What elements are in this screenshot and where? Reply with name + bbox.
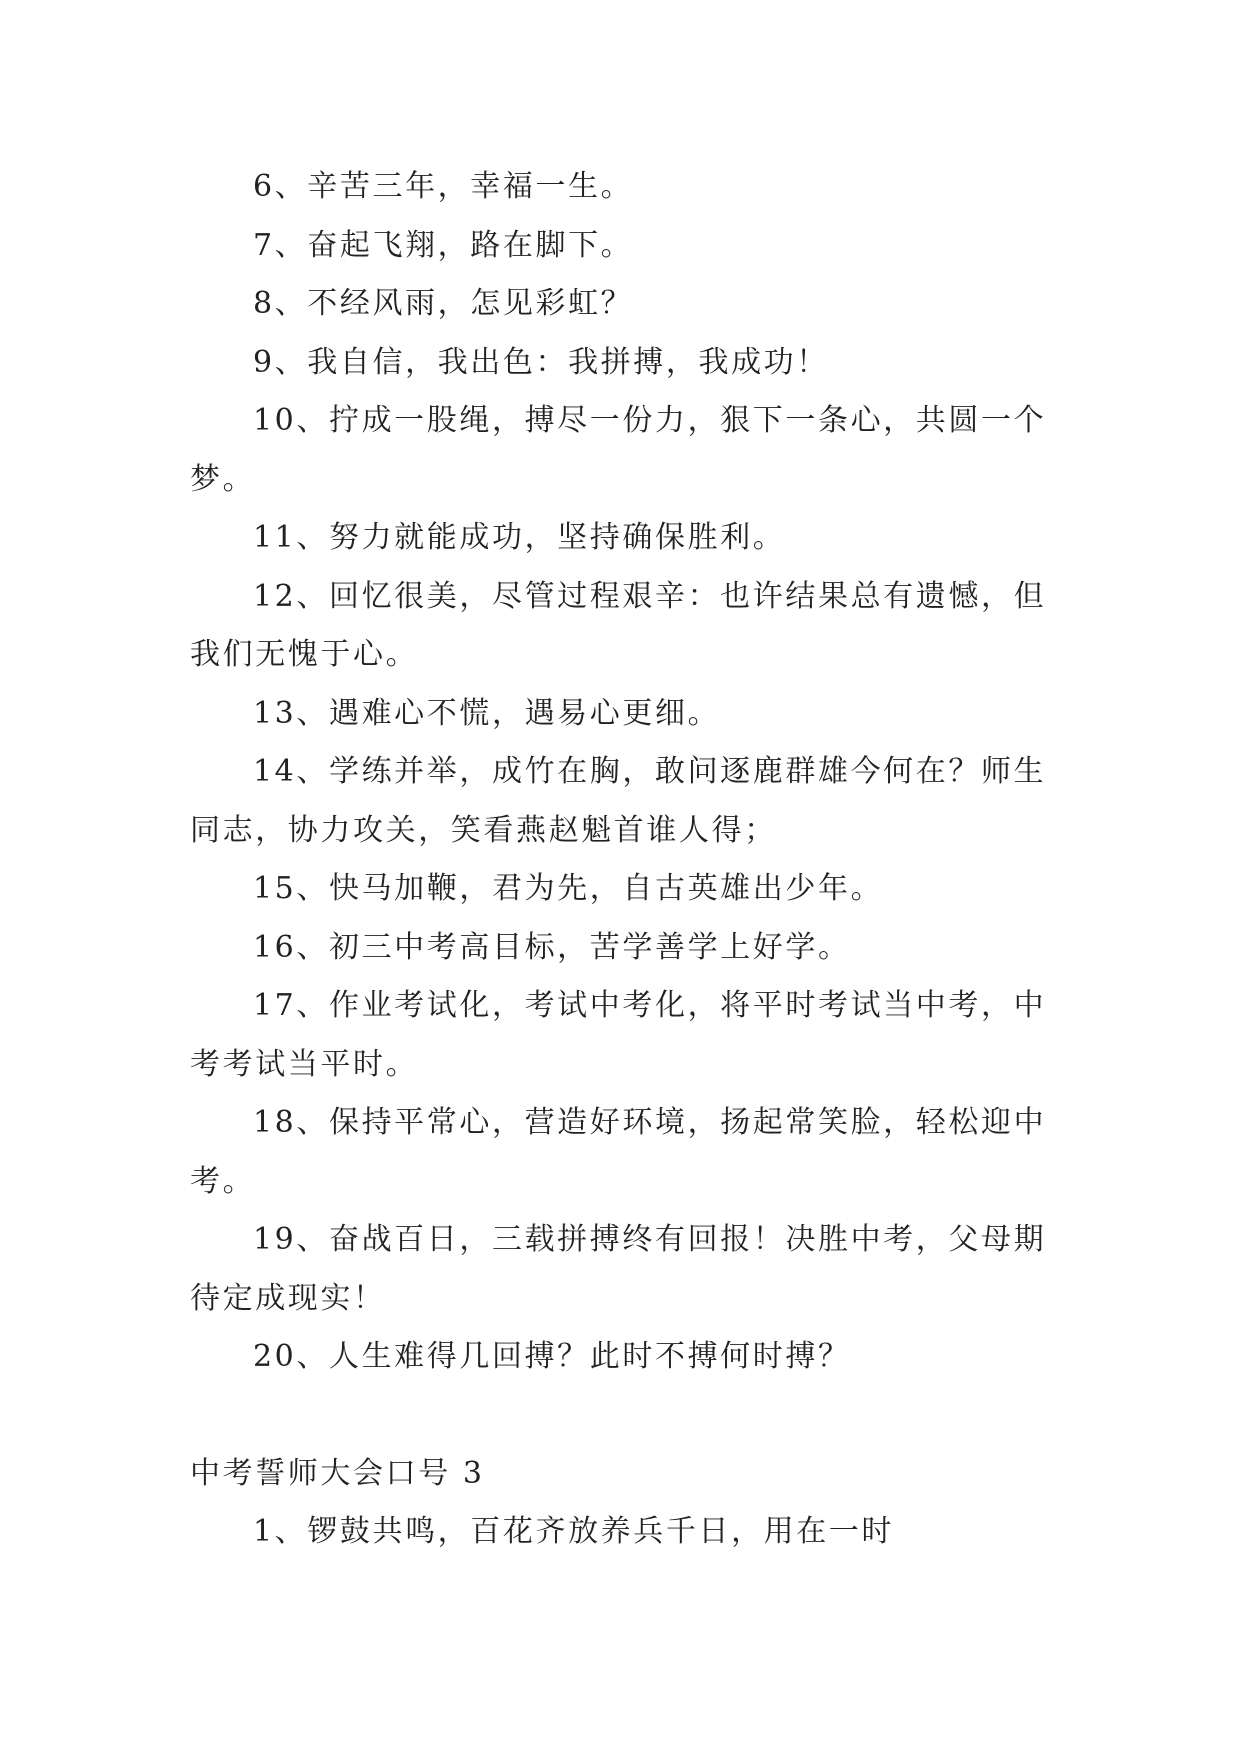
- slogan-item-9: 9、我自信，我出色：我拼搏，我成功！: [253, 344, 829, 380]
- slogan-item-16: 16、初三中考高目标，苦学善学上好学。: [253, 929, 851, 965]
- slogan-item-17: 17、作业考试化，考试中考化，将平时考试当中考，中考考试当平时。: [190, 988, 1047, 1082]
- slogan-item-15: 15、快马加鞭，君为先，自古英雄出少年。: [253, 871, 884, 906]
- section-heading: 中考誓师大会口号 3: [190, 1455, 485, 1491]
- slogan-item-7: 7、奋起飞翔，路在脚下。: [253, 227, 634, 263]
- document-body: [190, 158, 1058, 1562]
- slogan-item-11: 11、努力就能成功，坚持确保胜利。: [253, 520, 786, 555]
- slogan-item-18: 18、保持平常心，营造好环境，扬起常笑脸，轻松迎中考。: [190, 1105, 1047, 1199]
- section3-slogan-item-1: 1、锣鼓共鸣，百花齐放养兵千日，用在一时: [253, 1514, 895, 1549]
- slogan-item-8: 8、不经风雨，怎见彩虹？: [253, 286, 634, 321]
- slogan-item-12: 12、回忆很美，尽管过程艰辛：也许结果总有遗憾，但我们无愧于心。: [190, 578, 1047, 672]
- slogan-item-6: 6、辛苦三年，幸福一生。: [253, 169, 634, 204]
- slogan-item-19: 19、奋战百日，三载拼搏终有回报！决胜中考，父母期待定成现实！: [190, 1222, 1047, 1316]
- slogan-item-14: 14、学练并举，成竹在胸，敢问逐鹿群雄今何在？师生同志，协力攻关，笑看燕赵魁首谁人得；: [190, 754, 1047, 848]
- slogan-item-10: 10、拧成一股绳，搏尽一份力，狠下一条心，共圆一个梦。: [190, 403, 1047, 497]
- slogan-item-13: 13、遇难心不慌，遇易心更细。: [253, 695, 721, 731]
- slogan-item-20: 20、人生难得几回搏？此时不搏何时搏？: [253, 1339, 851, 1374]
